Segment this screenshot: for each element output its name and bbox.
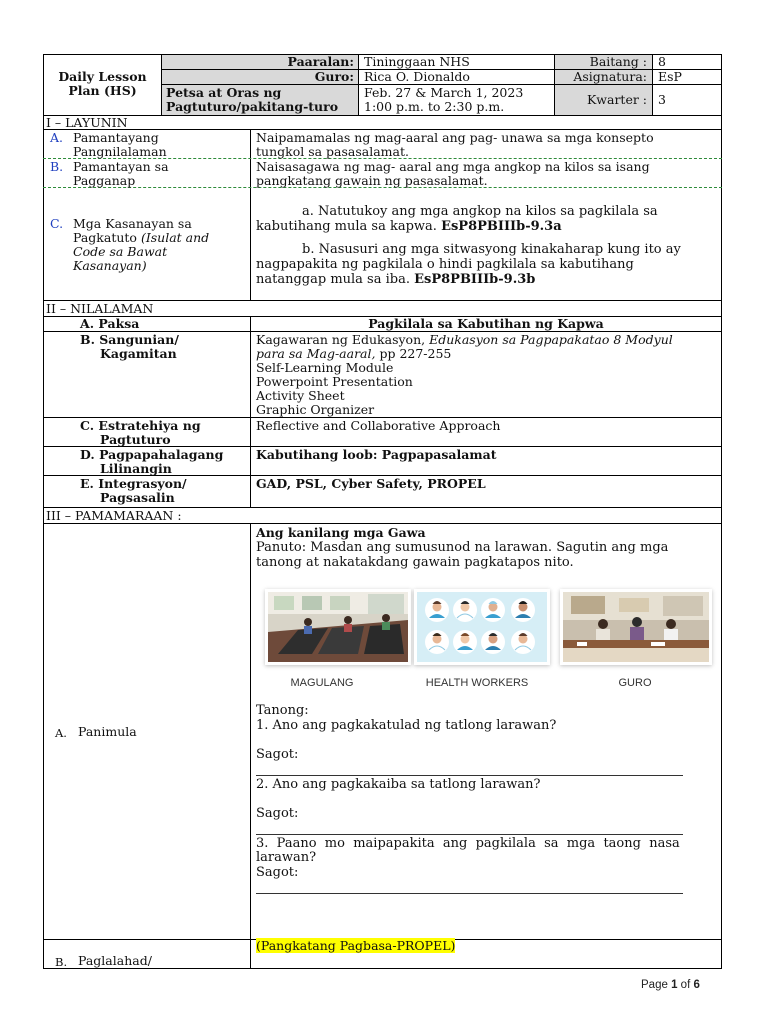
paaralan-value: Tininggaan NHS: [364, 54, 470, 69]
sangunian-line1: [256, 333, 673, 347]
layunin-c-letter: C.: [50, 216, 64, 231]
question-2: 2. Ano ang pagkakaiba sa tatlong larawan?: [256, 777, 541, 792]
layunin-b-label-2: Pagganap: [73, 173, 136, 188]
integrasyon-label-1: E. Integrasyon/: [80, 476, 187, 491]
footer-page-word: Page: [641, 979, 668, 991]
rule: [250, 523, 251, 969]
paksa-value: Pagkilala sa Kabutihan ng Kapwa: [368, 316, 604, 331]
footer-of-word: of: [680, 979, 691, 991]
guro-label: Guro:: [314, 69, 354, 84]
rule: [250, 129, 251, 300]
doc-title-line2: Plan (HS): [68, 83, 137, 98]
guro-value: Rica O. Dionaldo: [364, 69, 470, 84]
integrasyon-value: GAD, PSL, Cyber Safety, PROPEL: [256, 476, 486, 491]
pagpapahalaga-value: Kabutihang loob: Pagpapasalamat: [256, 447, 497, 462]
panimula-label: Panimula: [78, 724, 137, 739]
sagot-1-label: Sagot:: [256, 747, 299, 762]
answer-line-2[interactable]: [256, 834, 683, 835]
sangunian-line1-b: Edukasyon sa Pagpapakatao 8 Modyul: [429, 332, 673, 347]
rule: [721, 54, 722, 969]
kasanayan-b-line2: nagpapakita ng pagkilala o hindi pagkilala sa kabutihang: [256, 257, 634, 272]
baitang-label: Baitang :: [589, 54, 647, 69]
layunin-c-label-2-italic: (Isulat and: [140, 230, 210, 245]
layunin-a-label-1: Pamantayang: [73, 130, 159, 145]
petsa-value-line2: 1:00 p.m. to 2:30 p.m.: [364, 99, 505, 114]
kasanayan-a-text: kabutihang mula sa kapwa.: [256, 219, 437, 234]
sangunian-label-1: B. Sangunian/: [80, 332, 179, 347]
tanong-label: Tanong:: [256, 703, 309, 718]
teachers-photo-graphic: [563, 592, 709, 662]
sangunian-line3: Self-Learning Module: [256, 360, 394, 375]
caption-magulang: MAGULANG: [290, 677, 354, 689]
page-footer: [641, 979, 700, 991]
layunin-c-label-2: [73, 231, 209, 245]
sagot-2-label: Sagot:: [256, 806, 299, 821]
panuto-line1: Panuto: Masdan ang sumusunod na larawan. Sagutin ang mga: [256, 540, 669, 555]
rule: [43, 968, 722, 969]
estratehiya-label-1: C. Estratehiya ng: [80, 418, 201, 433]
layunin-b-letter: B.: [50, 159, 64, 174]
petsa-value-line1: Feb. 27 & March 1, 2023: [364, 85, 524, 100]
footer-page-number: 1: [671, 979, 678, 991]
rule: [43, 115, 722, 116]
photo-guro: [563, 592, 709, 662]
sangunian-line1-a: Kagawaran ng Edukasyon,: [256, 332, 426, 347]
layunin-c-label-4: Kasanayan): [73, 258, 147, 273]
layunin-c-label-2-text: Pagkatuto: [73, 230, 137, 245]
doc-title-line1: Daily Lesson: [58, 69, 147, 84]
estratehiya-value: Reflective and Collaborative Approach: [256, 418, 501, 433]
layunin-c-label-1: Mga Kasanayan sa: [73, 216, 192, 231]
pamamaraan-heading: III – PAMAMARAAN :: [46, 508, 182, 523]
petsa-label-line2: Pagtuturo/pakitang-turo: [166, 99, 339, 114]
asignatura-value: EsP: [658, 69, 682, 84]
asignatura-label: Asignatura:: [573, 69, 647, 84]
layunin-a-text-2: tungkol sa pasasalamat.: [256, 144, 409, 159]
paaralan-label: Paaralan:: [287, 54, 354, 69]
caption-guro: GURO: [618, 677, 652, 689]
question-3-line2: larawan?: [256, 850, 317, 865]
kasanayan-b-code: EsP8PBIIIb-9.3b: [414, 272, 536, 287]
sangunian-line2-b: pp 227-255: [379, 346, 452, 361]
sagot-3-label: Sagot:: [256, 865, 299, 880]
layunin-a-label-2: Pangnilalaman: [73, 144, 167, 159]
kasanayan-b-line3: [256, 273, 535, 287]
petsa-label-line1: Petsa at Oras ng: [166, 85, 282, 100]
sangunian-label-2: Kagamitan: [100, 346, 177, 361]
layunin-b-text-1: Naisasagawa ng mag- aaral ang mga angkop na kilos sa isang: [256, 159, 650, 174]
kasanayan-a-line1: a. Natutukoy ang mga angkop na kilos sa pagkilala sa: [302, 204, 658, 219]
kwarter-label: Kwarter :: [586, 92, 647, 107]
layunin-b-text-2: pangkatang gawain ng pasasalamat.: [256, 173, 488, 188]
sangunian-line6: Graphic Organizer: [256, 402, 375, 417]
kasanayan-a-line2: [256, 220, 562, 234]
sangunian-line2: [256, 347, 451, 361]
layunin-heading: I – LAYUNIN: [46, 115, 128, 130]
answer-line-3[interactable]: [256, 893, 683, 894]
paglalahad-letter: B.: [55, 955, 68, 969]
panimula-letter: A.: [55, 726, 67, 740]
pagbasa-highlight-text: (Pangkatang Pagbasa-PROPEL): [256, 938, 456, 953]
kasanayan-b-line1: b. Nasusuri ang mga sitwasyong kinakaharap kung ito ay: [302, 242, 681, 257]
layunin-a-text-1: Naipamamalas ng mag-aaral ang pag- unawa sa mga konsepto: [256, 130, 654, 145]
pagpapahalaga-label-2: Lilinangin: [100, 461, 172, 476]
question-3-line1: 3. Paano mo maipapakita ang pagkilala sa mga taong nasa: [256, 836, 680, 851]
footer-page-total: 6: [693, 979, 700, 991]
kasanayan-a-code: EsP8PBIIIb-9.3a: [441, 219, 562, 234]
sangunian-line2-a: para sa Mag-aaral,: [256, 346, 376, 361]
estratehiya-label-2: Pagtuturo: [100, 432, 171, 447]
rule: [43, 523, 722, 524]
classroom-photo-graphic: [268, 592, 408, 662]
gawain-title: Ang kanilang mga Gawa: [256, 525, 426, 540]
sangunian-line4: Powerpoint Presentation: [256, 374, 413, 389]
rule: [250, 316, 251, 508]
photo-health-workers: [417, 592, 547, 662]
layunin-a-letter: A.: [50, 130, 64, 145]
nilalaman-heading: II – NILALAMAN: [46, 301, 154, 316]
photo-magulang: [268, 592, 408, 662]
sangunian-line5: Activity Sheet: [256, 388, 345, 403]
paglalahad-label: Paglalahad/: [78, 953, 152, 968]
health-workers-graphic: [417, 592, 547, 662]
baitang-value: 8: [658, 54, 666, 69]
pagbasa-highlight: [256, 939, 455, 953]
rule: [43, 54, 44, 969]
pagpapahalaga-label-1: D. Pagpapahalagang: [80, 447, 224, 462]
question-1: 1. Ano ang pagkakatulad ng tatlong larawan?: [256, 718, 557, 733]
panuto-line2: tanong at nakatakdang gawain pagkatapos nito.: [256, 555, 574, 570]
answer-line-1[interactable]: [256, 775, 683, 776]
kasanayan-b-text: natanggap mula sa iba.: [256, 272, 410, 287]
caption-health-workers: HEALTH WORKERS: [425, 677, 529, 689]
paksa-label: A. Paksa: [80, 316, 140, 331]
layunin-c-label-3: Code sa Bawat: [73, 244, 168, 259]
integrasyon-label-2: Pagsasalin: [100, 490, 175, 505]
layunin-b-label-1: Pamantayan sa: [73, 159, 169, 174]
kwarter-value: 3: [658, 92, 666, 107]
